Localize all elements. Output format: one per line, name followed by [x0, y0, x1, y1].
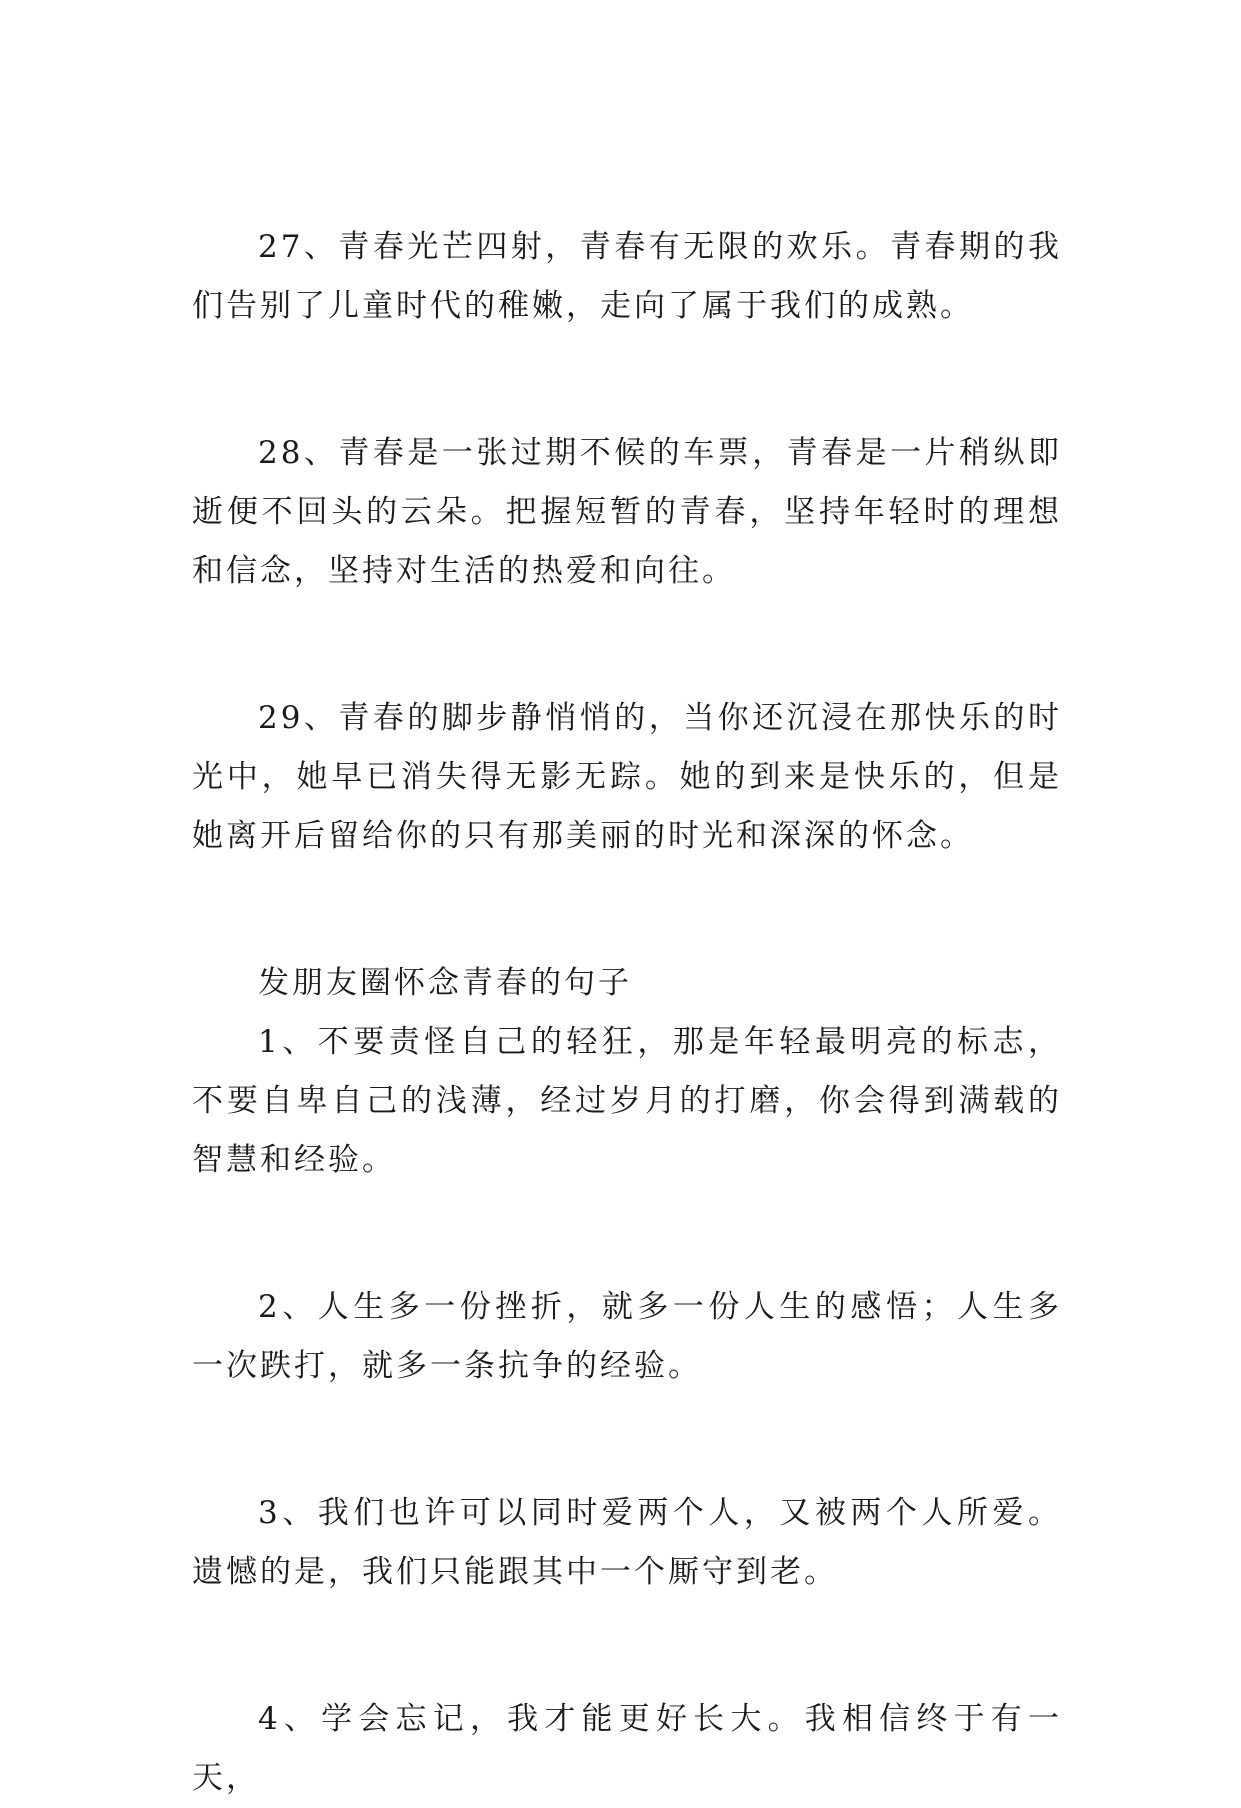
paragraph-28: 28、青春是一张过期不候的车票，青春是一片稍纵即逝便不回头的云朵。把握短暂的青春，坚持年轻时的理想和信念，坚持对生活的热爱和向往。 — [192, 435, 1062, 589]
paragraph-2: 2、人生多一份挫折，就多一份人生的感悟；人生多一次跌打，就多一条抗争的经验。 — [192, 1289, 1062, 1384]
paragraph-27: 27、青春光芒四射，青春有无限的欢乐。青春期的我们告别了儿童时代的稚嫩，走向了属于我们的成熟。 — [192, 229, 1062, 324]
section-heading: 发朋友圈怀念青春的句子 — [258, 965, 632, 1001]
paragraph-1: 1、不要责怪自己的轻狂，那是年轻最明亮的标志，不要自卑自己的浅薄，经过岁月的打磨，你会得到满载的智慧和经验。 — [192, 1024, 1062, 1178]
paragraph-29: 29、青春的脚步静悄悄的，当你还沉浸在那快乐的时光中，她早已消失得无影无踪。她的到来是快乐的，但是她离开后留给你的只有那美丽的时光和深深的怀念。 — [192, 700, 1062, 854]
paragraph-4: 4、学会忘记，我才能更好长大。我相信终于有一天， — [192, 1701, 1062, 1796]
paragraph-3: 3、我们也许可以同时爱两个人，又被两个人所爱。遗憾的是，我们只能跟其中一个厮守到老。 — [192, 1495, 1062, 1590]
document-body — [192, 218, 1062, 1808]
